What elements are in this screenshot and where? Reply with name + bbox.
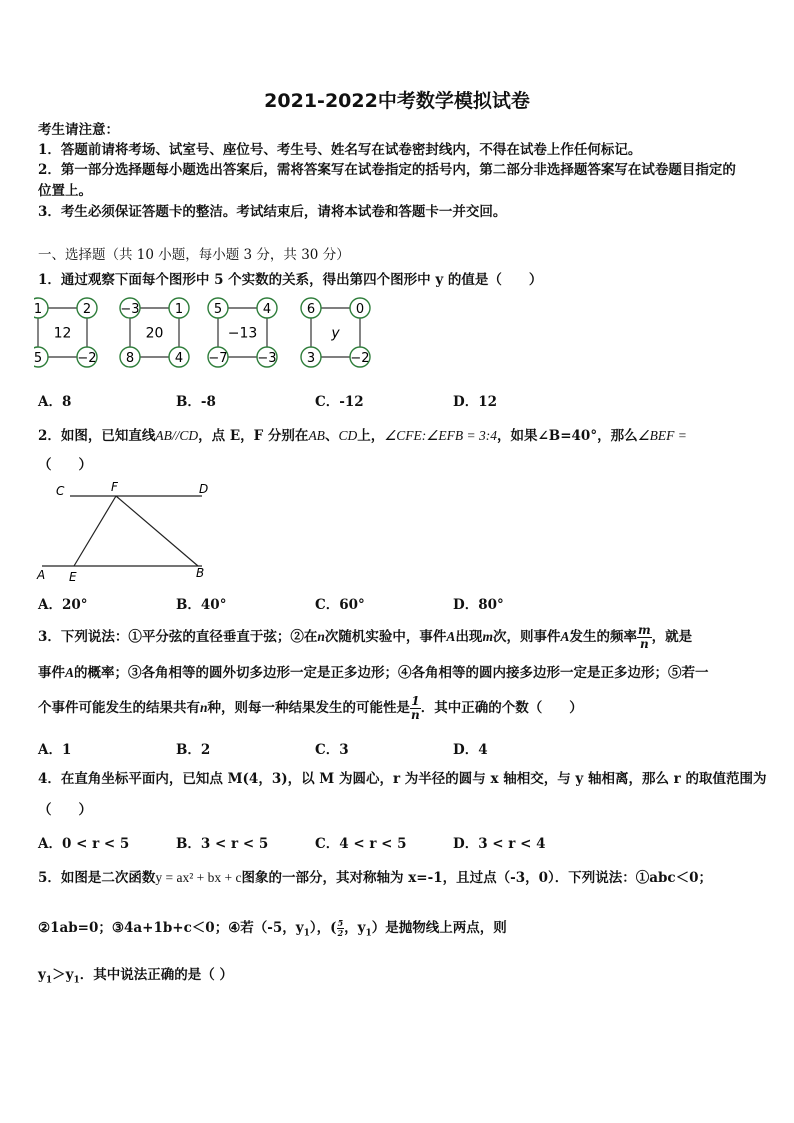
q3-var-n: n	[200, 700, 208, 715]
fraction-denominator: n	[639, 637, 649, 651]
q5-text: ②1ab=0；③4a+1b+c＜0；④若（-5，y	[38, 920, 304, 936]
q2-stem-d: AB	[308, 428, 325, 443]
corner-value: 2	[82, 302, 92, 317]
q2-figure	[34, 478, 224, 584]
q5-text: y	[38, 967, 46, 983]
q1-figure-2	[120, 298, 189, 367]
q5-subscript: 1	[45, 975, 53, 986]
q3-var-n: n	[317, 629, 325, 644]
q3-line-1	[38, 622, 692, 652]
notice-item-1: 1．答题前请将考场、试室号、座位号、考生号、姓名写在试卷密封线内，不得在试卷上作任何标记。	[38, 142, 642, 158]
notice-item-3: 3．考生必须保证答题卡的整洁。考试结束后，请将本试卷和答题卡一并交回。	[38, 204, 507, 220]
section-heading: 一、选择题（共 10 小题，每小题 3 分，共 30 分）	[38, 247, 350, 263]
q2-option-c[interactable]: C．60°	[315, 597, 365, 613]
q3-var-a: A	[65, 665, 75, 680]
q3-option-a[interactable]: A．1	[38, 742, 72, 758]
q3-text: 3．下列说法：①平分弦的直径垂直于弦；②在	[38, 629, 318, 645]
label-a: A	[37, 568, 46, 582]
q1-option-d[interactable]: D．12	[453, 394, 497, 410]
q5-text: 图象的一部分，其对称轴为 x=-1，且过点（-3，0）．下列说法：①abc＜0；	[241, 870, 713, 886]
q3-text: 种，则每一种结果发生的可能性是	[207, 700, 411, 716]
q2-stem-f: CD	[338, 428, 358, 443]
q2-stem-i: ，如果∠B=40°，那么	[497, 428, 638, 444]
q5-line-1	[38, 868, 712, 888]
q2-stem	[38, 426, 687, 446]
label-e: E	[69, 570, 77, 584]
q5-fraction	[337, 919, 345, 938]
q1-figure-3	[208, 298, 277, 367]
label-c: C	[56, 484, 65, 498]
q4-option-b[interactable]: B．3 < r < 5	[176, 836, 269, 852]
q5-line-3	[38, 965, 233, 991]
corner-value: 1	[34, 302, 43, 317]
q2-stem-h: ∠CFE:∠EFB = 3:4	[384, 428, 497, 443]
q3-text: 发生的频率	[569, 629, 637, 645]
label-b: B	[196, 566, 205, 580]
q2-stem-j: ∠BEF =	[637, 428, 687, 443]
q5-text: 5．如图是二次函数	[38, 870, 156, 886]
q3-text: 次，则事件	[492, 629, 561, 645]
q5-subscript: 1	[303, 928, 310, 939]
notice-item-2: 2．第一部分选择题每小题选出答案后，需将答案写在试卷指定的括号内，第二部分非选择题答案写在试卷题目指定的	[38, 162, 736, 178]
corner-value: −2	[77, 351, 97, 366]
q5-text: ＞y	[52, 967, 74, 983]
q1-option-b[interactable]: B．-8	[176, 394, 216, 410]
q1-option-a[interactable]: A．8	[38, 394, 72, 410]
corner-value: 5	[213, 302, 223, 317]
corner-value: 4	[262, 302, 272, 317]
q4-option-c[interactable]: C．4 < r < 5	[315, 836, 407, 852]
q3-text: 个事件可能发生的结果共有	[38, 700, 200, 716]
q5-text: ），(	[309, 920, 337, 936]
q3-option-d[interactable]: D．4	[453, 742, 488, 758]
fraction-denominator: 2	[337, 928, 344, 938]
notice-item-2-cont: 位置上。	[38, 183, 92, 199]
center-value: 12	[53, 325, 72, 342]
corner-value: −2	[350, 351, 370, 366]
q2-option-a[interactable]: A．20°	[38, 597, 88, 613]
page-title: 2021-2022中考数学模拟试卷	[264, 90, 530, 112]
fraction-numerator: 1	[411, 694, 420, 708]
q1-figures	[34, 294, 394, 374]
q5-function: y = ax² + bx + c	[155, 870, 242, 885]
q3-line-2	[38, 663, 709, 683]
corner-value: −3	[120, 302, 140, 317]
q3-text: 事件	[38, 665, 65, 681]
corner-value: 1	[174, 302, 184, 317]
q3-text: 次随机实验中，事件	[324, 629, 447, 645]
q3-option-b[interactable]: B．2	[176, 742, 211, 758]
corner-value: 8	[125, 351, 135, 366]
center-value: y	[331, 325, 340, 342]
q2-option-b[interactable]: B．40°	[176, 597, 227, 613]
q3-text: 的概率；③各角相等的圆外切多边形一定是正多边形；④各角相等的圆内接多边形一定是正多边形；⑤若一	[74, 665, 709, 681]
q2-stem-a: 2．如图，已知直线	[38, 428, 156, 444]
label-f: F	[111, 480, 118, 494]
corner-value: −3	[257, 351, 277, 366]
q2-stem-b: AB//CD	[155, 428, 199, 443]
q1-stem: 1．通过观察下面每个图形中 5 个实数的关系，得出第四个图形中 y 的值是（ ）	[38, 272, 543, 288]
q3-var-m: m	[482, 629, 493, 644]
q3-fraction-m-n	[637, 624, 652, 651]
center-value: 20	[145, 325, 164, 342]
fraction-numerator: m	[637, 623, 651, 637]
q5-subscript: 1	[365, 928, 372, 939]
q4-option-a[interactable]: A．0 < r < 5	[38, 836, 130, 852]
q3-text: ．其中正确的个数（ ）	[420, 700, 583, 716]
q3-var-a: A	[446, 629, 456, 644]
corner-value: 0	[355, 302, 365, 317]
corner-value: 5	[34, 351, 43, 366]
q4-option-d[interactable]: D．3 < r < 4	[453, 836, 546, 852]
q1-figure-4	[301, 298, 370, 367]
corner-value: 4	[174, 351, 184, 366]
q4-line-2: （ ）	[38, 802, 92, 818]
segment-fb	[116, 496, 198, 566]
corner-value: −7	[208, 351, 228, 366]
q5-text: ，y	[344, 920, 366, 936]
fraction-numerator: 5	[337, 918, 344, 928]
q3-fraction-1-n	[410, 695, 421, 722]
fraction-denominator: n	[411, 708, 420, 722]
q5-subscript: 1	[73, 975, 80, 986]
segment-fe	[74, 496, 116, 566]
q2-option-d[interactable]: D．80°	[453, 597, 504, 613]
q2-stem-g: 上，	[357, 428, 385, 444]
q3-text: ，就是	[651, 629, 693, 645]
q2-stem-bracket: （ ）	[38, 457, 92, 473]
q3-var-a: A	[560, 629, 570, 644]
q3-line-3	[38, 690, 583, 726]
notice-heading: 考生请注意：	[38, 122, 119, 138]
q3-text: 出现	[455, 629, 483, 645]
q5-text: ）是抛物线上两点，则	[371, 920, 507, 936]
q3-option-c[interactable]: C．3	[315, 742, 349, 758]
q4-line-1: 4．在直角坐标平面内，已知点 M(4，3)，以 M 为圆心，r 为半径的圆与 x 轴相交，与 y 轴相离，那么 r 的取值范围为	[38, 771, 767, 787]
q5-text: ．其中说法正确的是（ ）	[79, 967, 233, 983]
corner-value: 3	[306, 351, 316, 366]
corner-value: 6	[306, 302, 316, 317]
q2-stem-c: ，点 E，F 分别在	[198, 428, 309, 444]
q1-figure-1	[34, 298, 97, 367]
label-d: D	[199, 482, 209, 496]
q2-stem-e: 、	[324, 428, 339, 444]
q5-line-2	[38, 912, 507, 950]
q1-option-c[interactable]: C．-12	[315, 394, 364, 410]
center-value: −13	[227, 325, 258, 342]
